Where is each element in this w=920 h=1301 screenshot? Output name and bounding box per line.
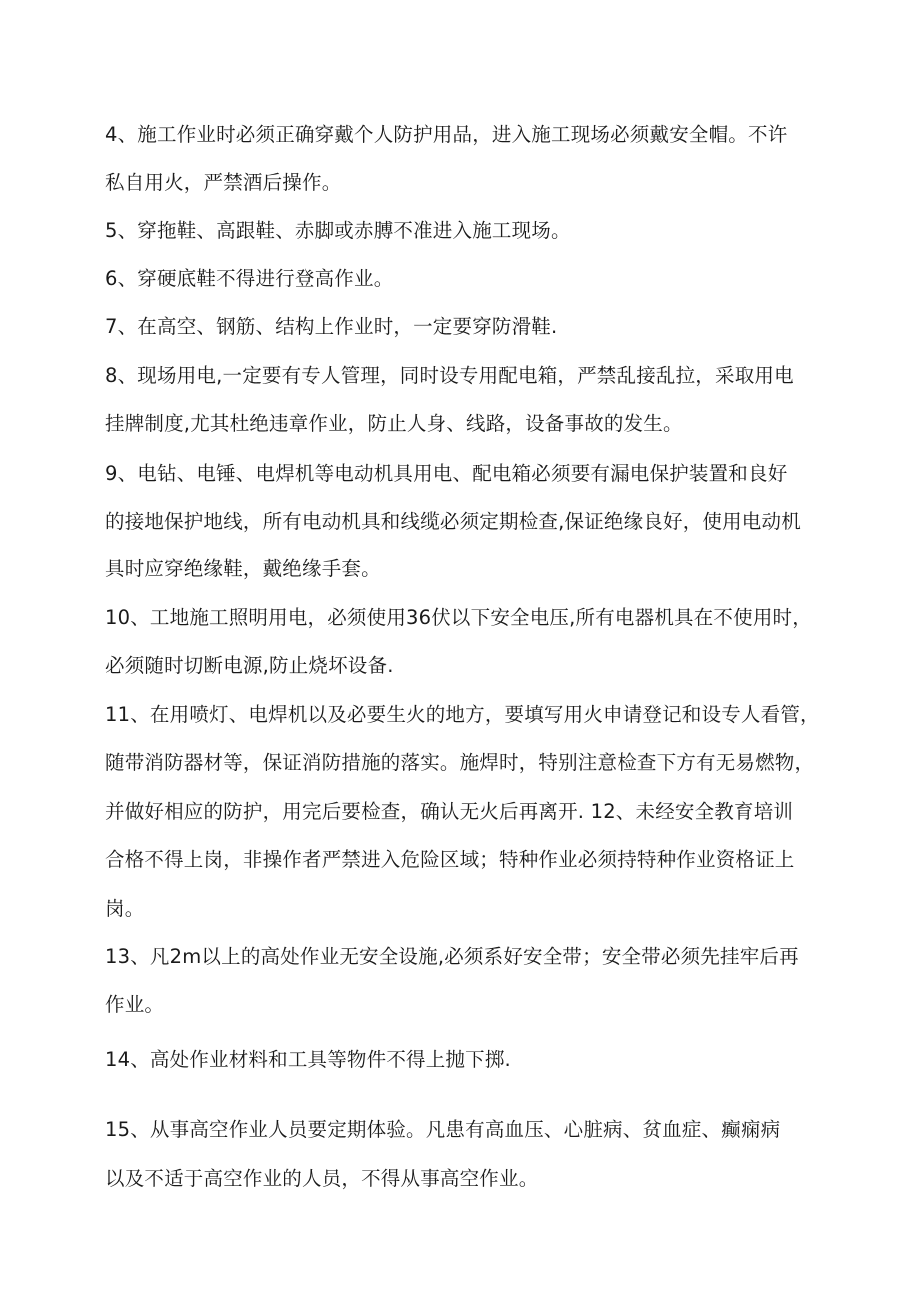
text-line: 14、高处作业材料和工具等物件不得上抛下掷. — [105, 1048, 511, 1071]
text-line: 4、施工作业时必须正确穿戴个人防护用品，进入施工现场必须戴安全帽。不许 — [105, 123, 788, 146]
text-line: 随带消防器材等，保证消防措施的落实。施焊时，特别注意检查下方有无易燃物， — [105, 751, 815, 774]
text-line: 挂牌制度,尤其杜绝违章作业，防止人身、线路，设备事故的发生。 — [105, 412, 683, 435]
text-line: 15、从事高空作业人员要定期体验。凡患有高血压、心脏病、贫血症、癫痫病 — [105, 1118, 781, 1141]
text-line: 并做好相应的防护，用完后要检查，确认无火后再离开. 12、未经安全教育培训 — [105, 800, 794, 823]
text-line: 8、现场用电,一定要有专人管理，同时设专用配电箱，严禁乱接乱拉，采取用电 — [105, 364, 794, 387]
text-line: 岗。 — [105, 897, 145, 920]
text-line: 必须随时切断电源,防止烧坏设备. — [105, 654, 394, 677]
text-line: 9、电钻、电锤、电焊机等电动机具用电、配电箱必须要有漏电保护装置和良好 — [105, 462, 788, 485]
text-line: 的接地保护地线，所有电动机具和线缆必须定期检查,保证绝缘良好，使用电动机 — [105, 510, 801, 533]
text-line: 5、穿拖鞋、高跟鞋、赤脚或赤膊不准进入施工现场。 — [105, 219, 571, 242]
text-line: 作业。 — [105, 993, 165, 1016]
text-line: 具时应穿绝缘鞋，戴绝缘手套。 — [105, 557, 381, 580]
text-line: 10、工地施工照明用电，必须使用36伏以下安全电压,所有电器机具在不使用时， — [105, 606, 812, 629]
text-line: 合格不得上岗，非操作者严禁进入危险区域；特种作业必须持特种作业资格证上 — [105, 848, 795, 871]
text-line: 以及不适于高空作业的人员，不得从事高空作业。 — [105, 1167, 539, 1190]
text-line: 7、在高空、钢筋、结构上作业时，一定要穿防滑鞋. — [105, 315, 558, 338]
text-line: 11、在用喷灯、电焊机以及必要生火的地方，要填写用火申请登记和设专人看管， — [105, 703, 820, 726]
text-line: 6、穿硬底鞋不得进行登高作业。 — [105, 267, 394, 290]
text-line: 私自用火，严禁酒后操作。 — [105, 171, 342, 194]
text-line: 13、凡2m以上的高处作业无安全设施,必须系好安全带；安全带必须先挂牢后再 — [105, 945, 799, 968]
